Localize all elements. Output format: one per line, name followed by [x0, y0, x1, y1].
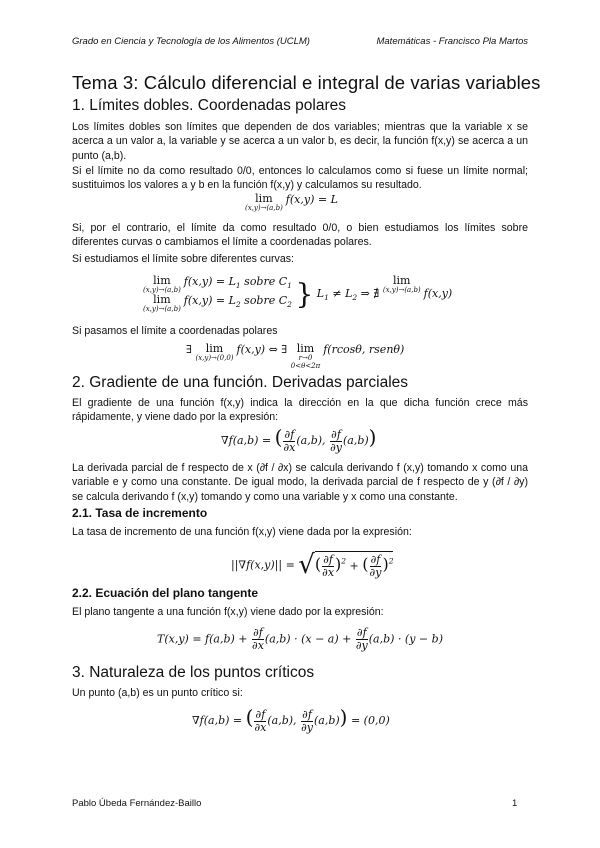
- section-1-paragraph-4: Si estudiamos el límite sobre diferentes curvas:: [72, 253, 294, 265]
- section-3-paragraph: Un punto (a,b) es un punto crítico si:: [72, 687, 243, 699]
- formula-critical-point: ∇f(a,b) = ( $\frac{\partial f}{\partial x}$ (a,b), $\frac{\partial f}{\partial y}$ (a,b)) = (0,0): [192, 705, 390, 734]
- page-title: Tema 3: Cálculo diferencial e integral de varias variables: [72, 72, 541, 93]
- section-1-paragraph-2: Si el límite no da como resultado 0/0, entonces lo calculamos como si fuese un límite normal; sustituimos los valores a y b en la función f(x,y) y calculamos su resultado.: [72, 165, 528, 192]
- section-2-heading: 2. Gradiente de una función. Derivadas parciales: [72, 374, 409, 391]
- formula-limit-basic: lim (x,y)→(a,b) f(x,y) = L: [245, 192, 338, 212]
- subsection-2-2-heading: 2.2. Ecuación del plano tangente: [72, 586, 259, 600]
- section-3-heading: 3. Naturaleza de los puntos críticos: [72, 664, 315, 681]
- footer-author: Pablo Úbeda Fernández-Baillo: [72, 798, 202, 809]
- section-1-heading: 1. Límites dobles. Coordenadas polares: [72, 97, 346, 114]
- formula-increment-rate: ||∇f(x,y)|| = √( $\frac{\partial f}{\partial x}$ )$^2$ + ( $\frac{\partial f}{\partial y}$ )$^2$: [231, 550, 394, 580]
- subsection-2-2-paragraph: El plano tangente a una función f(x,y) viene dado por la expresión:: [72, 606, 384, 618]
- page-number: 1: [512, 798, 518, 809]
- formula-limit-curves: lim (x,y)→(a,b) $f(x,y) = L_1$ sobre $C_1$ lim (x,y)→(a,b) $f(x,y) = L_2$ sobre $C_2$ } $L_1 \ne L_2$ ⇒ ∄ lim (x,y)→(a,b) f(x,y): [143, 273, 453, 313]
- section-2-paragraph-1: El gradiente de una función f(x,y) indica la dirección en la que dicha función crece más rápidamente, y viene dado por la expresión:: [72, 397, 528, 424]
- formula-gradient: ∇f(a,b) = ( $\frac{\partial f}{\partial x}$ (a,b), $\frac{\partial f}{\partial y}$ (a,b)): [221, 425, 377, 454]
- header-right: Matemáticas - Francisco Pla Martos: [376, 36, 528, 47]
- section-1-paragraph-1: Los límites dobles son límites que dependen de dos variables; mientras que la variable x se acerca a un valor a, la variable y se acerca a un valor b, es decir, la función f(x,y) se acerca a un punto (a,b).: [72, 121, 528, 162]
- section-1-paragraph-3: Si, por el contrario, el límite da como resultado 0/0, o bien estudiamos los límites sobre diferentes curvas o cambiamos el límite a coordenadas polares.: [72, 222, 528, 249]
- subsection-2-1-heading: 2.1. Tasa de incremento: [72, 506, 208, 520]
- header-left: Grado en Ciencia y Tecnología de los Alimentos (UCLM): [72, 36, 310, 47]
- section-2-paragraph-2: La derivada parcial de f respecto de x (∂f / ∂x) se calcula derivando f (x,y) tomando x como una variable e y como una constante. De igual modo, la derivada parcial de f respecto de y (∂f / ∂y) se calcula derivando f (x,y) tomando y como una variable y x como una constante.: [72, 462, 528, 503]
- section-1-paragraph-5: Si pasamos el límite a coordenadas polares: [72, 325, 278, 337]
- subsection-2-1-paragraph: La tasa de incremento de una función f(x,y) viene dada por la expresión:: [72, 526, 412, 538]
- formula-limit-polar: ∃ lim (x,y)→(0,0) f(x,y) ⇔ ∃ lim r→0 0<θ<2π f(rcosθ, rsenθ): [186, 342, 405, 370]
- formula-tangent-plane: T(x,y) = f(a,b) + $\frac{\partial f}{\partial x}$ (a,b) · (x − a) + $\frac{\partial f}{\partial y}$ (a,b) · (y − b): [157, 626, 443, 652]
